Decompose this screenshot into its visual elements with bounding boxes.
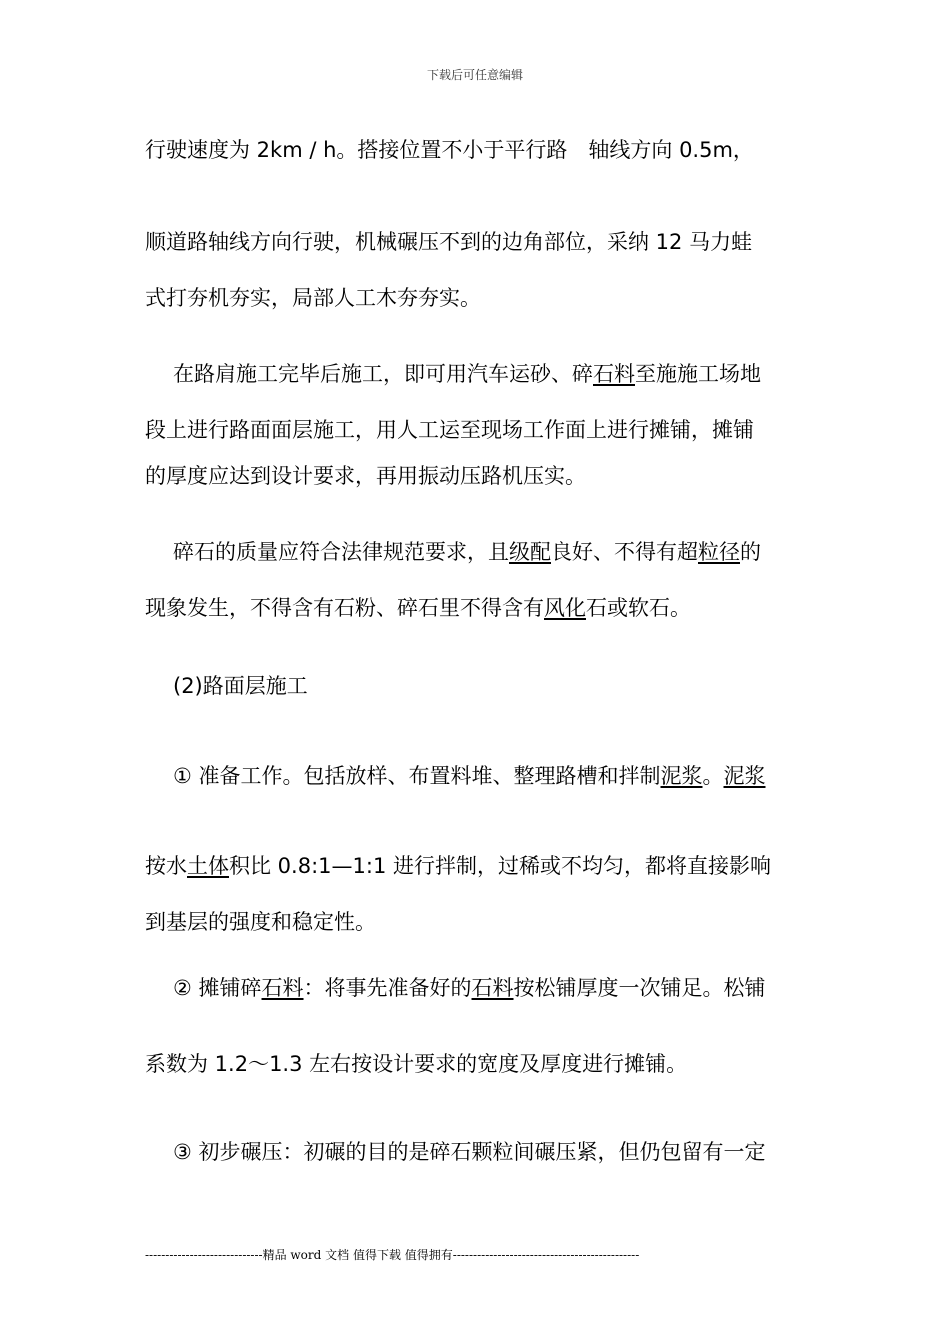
section-heading: (2)路面层施工 bbox=[173, 674, 308, 698]
text-line: 行驶速度为 2km / h。搭接位置不小于平行路 轴线方向 0.5m， bbox=[145, 138, 754, 162]
page-footer: -----------------------------精品 word 文档 值得下载 值得拥有---------------------------------------------- bbox=[145, 1248, 640, 1262]
text-line: 系数为 1.2～1.3 左右按设计要求的宽度及厚度进行摊铺。 bbox=[145, 1052, 688, 1076]
underlined-term: 土体 bbox=[187, 854, 229, 878]
text-line: 顺道路轴线方向行驶，机械碾压不到的边角部位，采纳 12 马力蛙 bbox=[145, 230, 753, 254]
underlined-term: 石料 bbox=[471, 976, 514, 1000]
text-line: 式打夯机夯实，局部人工木夯夯实。 bbox=[145, 286, 481, 310]
page-header: 下载后可任意编辑 bbox=[426, 68, 523, 82]
text-line: ① 准备工作。包括放样、布置料堆、整理路槽和拌制泥浆。泥浆 bbox=[173, 764, 766, 788]
text-line: 碎石的质量应符合法律规范要求，且级配良好、不得有超粒径的 bbox=[173, 540, 761, 564]
underlined-term: 泥浆 bbox=[660, 764, 703, 788]
underlined-term: 泥浆 bbox=[723, 764, 766, 788]
underlined-term: 石料 bbox=[593, 362, 635, 386]
underlined-term: 风化 bbox=[544, 596, 586, 620]
text-line: 段上进行路面面层施工，用人工运至现场工作面上进行摊铺，摊铺 bbox=[145, 418, 754, 442]
text-line: 到基层的强度和稳定性。 bbox=[145, 910, 376, 934]
text-line: ③ 初步碾压：初碾的目的是碎石颗粒间碾压紧，但仍包留有一定 bbox=[173, 1140, 766, 1164]
underlined-term: 粒径 bbox=[698, 540, 740, 564]
text-line: 在路肩施工完毕后施工，即可用汽车运砂、碎石料至施施工场地 bbox=[173, 362, 761, 386]
text-line: 按水土体积比 0.8:1—1:1 进行拌制，过稀或不均匀，都将直接影响 bbox=[145, 854, 771, 878]
text-line: 现象发生，不得含有石粉、碎石里不得含有风化石或软石。 bbox=[145, 596, 691, 620]
text-line: 的厚度应达到设计要求，再用振动压路机压实。 bbox=[145, 464, 586, 488]
text-line: ② 摊铺碎石料：将事先准备好的石料按松铺厚度一次铺足。松铺 bbox=[173, 976, 766, 1000]
underlined-term: 石料 bbox=[261, 976, 304, 1000]
underlined-term: 级配 bbox=[509, 540, 551, 564]
